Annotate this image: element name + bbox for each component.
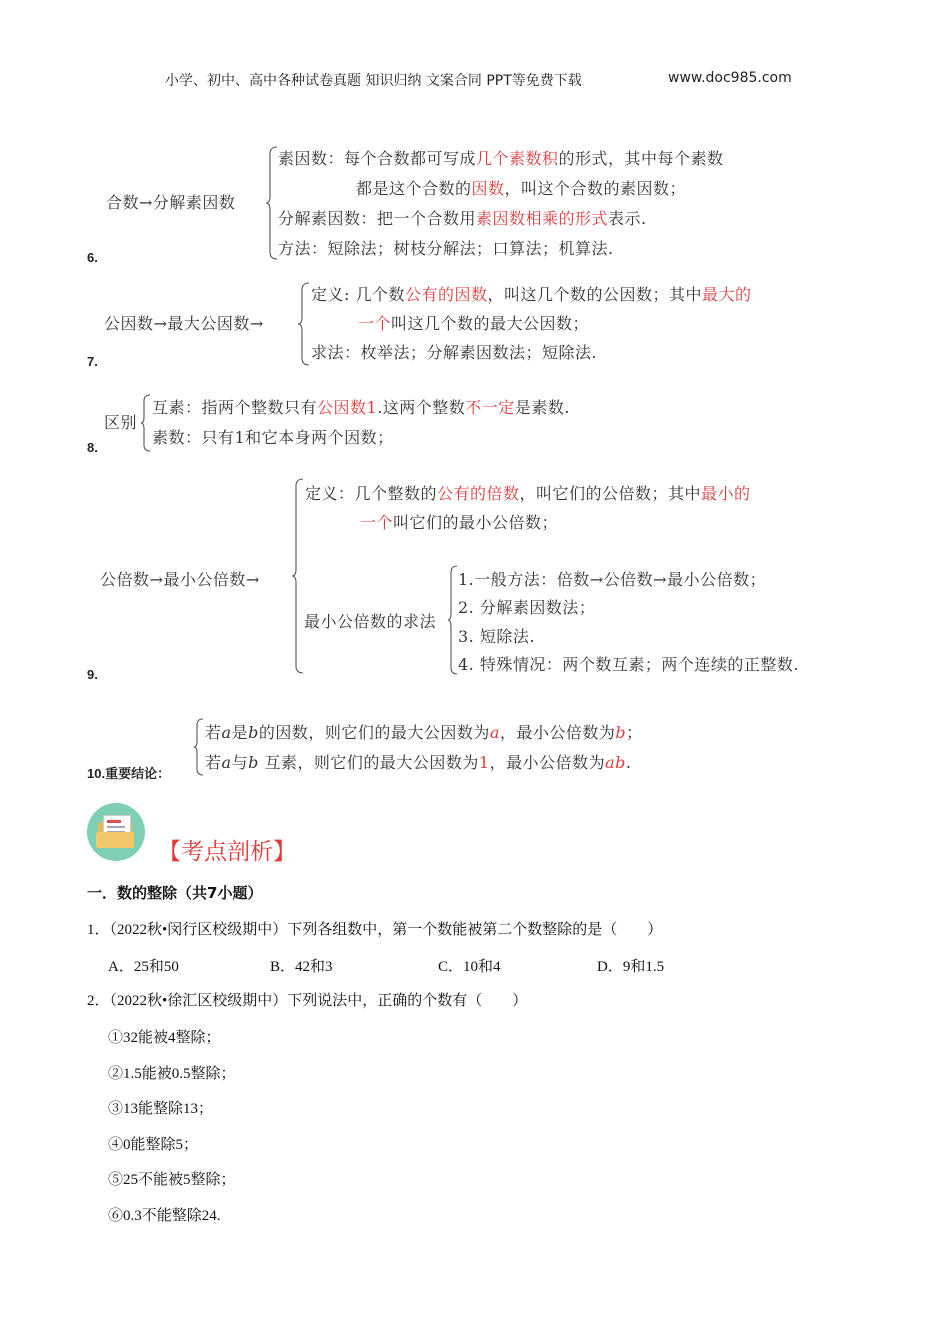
s9-method-4: 4. 特殊情况：两个数互素；两个连续的正整数. — [458, 655, 799, 674]
question-2-item: ⑥0.3不能整除24. — [108, 1208, 221, 1224]
section-title: 一．数的整除（共7小题） — [87, 884, 263, 902]
s9-root: 公倍数→最小公倍数→ — [100, 570, 260, 589]
question-1-option-b: B．42和3 — [270, 959, 333, 975]
s8-root: 区别 — [104, 413, 138, 432]
s6-line2: 都是这个合数的因数，叫这个合数的素因数； — [356, 179, 687, 198]
item-number-7: 7. — [87, 354, 98, 369]
s9-line2: 一个叫它们的最小公倍数； — [360, 513, 559, 532]
s6-line4: 方法：短除法；树枝分解法；口算法；机算法. — [278, 239, 614, 258]
s7-line2: 一个叫这几个数的最大公因数； — [358, 314, 590, 333]
s9-method-3: 3. 短除法. — [458, 627, 535, 646]
s7-line3: 求法：枚举法；分解素因数法；短除法. — [311, 343, 598, 362]
brace — [194, 718, 204, 776]
question-2-item: ⑤25不能被5整除； — [108, 1172, 236, 1188]
item-number-8: 8. — [87, 440, 98, 455]
s7-root: 公因数→最大公因数→ — [104, 314, 264, 333]
question-2-item: ④0能整除5； — [108, 1137, 199, 1153]
s9-method-1: 1.一般方法：倍数→公倍数→最小公倍数； — [458, 570, 767, 589]
item-number-6: 6. — [87, 250, 98, 265]
question-2-item: ③13能整除13； — [108, 1101, 214, 1117]
s8-line1: 互素：指两个整数只有公因数1.这两个整数不一定是素数. — [152, 398, 570, 417]
brace — [266, 146, 278, 260]
header-url: www.doc985.com — [668, 70, 792, 86]
s6-root: 合数→分解素因数 — [106, 193, 236, 212]
folder-documents-icon — [87, 803, 145, 861]
header-text: 小学、初中、高中各种试卷真题 知识归纳 文案合同 PPT等免费下载 — [165, 73, 582, 89]
s10-line1: 若a是b的因数，则它们的最大公因数为a，最小公倍数为b； — [205, 723, 643, 742]
s9-sub-label: 最小公倍数的求法 — [304, 612, 437, 631]
question-2-stem: 2．（2022秋•徐汇区校级期中）下列说法中，正确的个数有（ ） — [87, 993, 528, 1009]
s9-line1: 定义：几个整数的公有的倍数，叫它们的公倍数；其中最小的 — [305, 484, 751, 503]
brace — [141, 394, 151, 452]
s6-line1: 素因数：每个合数都可写成几个素数积的形式，其中每个素数 — [278, 149, 724, 168]
s9-method-2: 2. 分解素因数法； — [458, 598, 596, 617]
s7-line1: 定义: 几个数公有的因数，叫这几个数的公因数；其中最大的 — [311, 285, 752, 304]
question-1-stem: 1．（2022秋•闵行区校级期中）下列各组数中，第一个数能被第二个数整除的是（ ） — [87, 922, 663, 938]
s10-line2: 若a与b 互素，则它们的最大公因数为1，最小公倍数为ab. — [205, 753, 632, 772]
item-number-10: 10.重要结论： — [87, 766, 171, 781]
question-1-option-d: D．9和1.5 — [597, 959, 665, 975]
analysis-title: 【考点剖析】 — [158, 839, 296, 865]
s6-line3: 分解素因数：把一个合数用素因数相乘的形式表示. — [278, 209, 647, 228]
brace — [448, 565, 458, 675]
question-2-item: ②1.5能被0.5整除； — [108, 1066, 236, 1082]
brace — [292, 478, 304, 674]
question-1-option-c: C．10和4 — [438, 959, 501, 975]
s8-line2: 素数：只有1和它本身两个因数； — [152, 428, 394, 447]
brace — [298, 282, 310, 366]
item-number-9: 9. — [87, 667, 98, 682]
question-1-option-a: A．25和50 — [108, 959, 179, 975]
question-2-item: ①32能被4整除； — [108, 1030, 221, 1046]
